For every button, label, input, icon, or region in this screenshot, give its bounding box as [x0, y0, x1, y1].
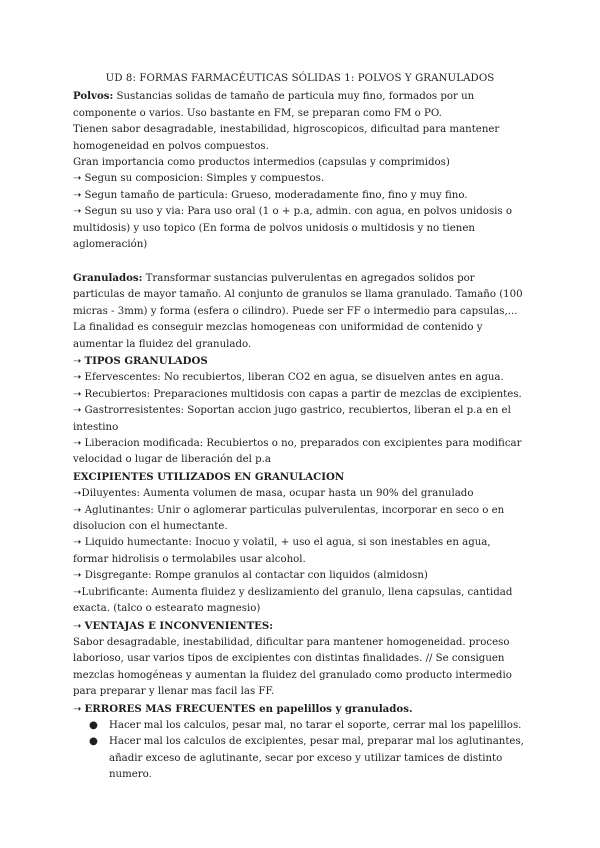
arrow-icon: ➝ [73, 372, 82, 384]
ventajas-heading-text: VENTAJAS E INCONVENIENTES: [84, 619, 274, 632]
arrow-icon: ➝ [73, 504, 82, 516]
ventajas-heading [73, 618, 527, 635]
tipos-item-4-text: Liberacion modificada: Recubiertos o no, preparados con excipientes para modificar velocidad o lugar de liberación del p.a [73, 438, 522, 466]
polvos-item-2 [73, 188, 527, 204]
errores-heading [73, 701, 527, 718]
document-page [73, 71, 527, 784]
granulados-definition [73, 270, 527, 320]
ventajas-text: Sabor desagradable, inestabilidad, dificultar para mantener homogeneidad. proceso laborioso, usar varios tipos de excipientes con distintas finalidades. // Se consiguen mezclas homogéneas y aumentan la fluidez del granulado como producto intermedio para preparar y llenar mas facil las FF. [73, 636, 512, 698]
document-title: UD 8: FORMAS FARMACÉUTICAS SÓLIDAS 1: POLVOS Y GRANULADOS [105, 73, 495, 84]
tipos-item-2 [73, 387, 527, 403]
excipientes-item-1-text: Diluyentes: Aumenta volumen de masa, ocupar hasta un 90% del granulado [81, 488, 474, 500]
arrow-icon: ➝ [73, 189, 82, 201]
polvos-def-text: Sustancias solidas de tamaño de particula muy fino, formados por un componente o varios. Uso bastante en FM, se preparan como FM o PO. [73, 91, 475, 119]
errores-item-1-text: Hacer mal los calculos, pesar mal, no tarar el soporte, cerrar mal los papelillos. [109, 719, 522, 731]
arrow-icon: ➝ [73, 206, 82, 218]
excipientes-item-1 [73, 486, 527, 502]
granulados-def-text: Transformar sustancias pulverulentas en agregados solidos por particulas de mayor tamaño. Al conjunto de granulos se llama granulado. Tamaño (100 micras - 3mm) y forma (esfera o cilindro). Puede ser FF o intermedio para capsulas,... [73, 272, 523, 317]
excipientes-item-2-text: Aglutinantes: Unir o aglomerar particulas pulverulentas, incorporar en seco o en disolucion con el humectante. [73, 504, 505, 533]
arrow-icon: ➝ [73, 438, 82, 450]
list-item [73, 718, 527, 734]
polvos-definition [73, 88, 527, 122]
polvos-item-2-text: Segun tamaño de particula: Grueso, moderadamente fino, fino y muy fino. [84, 189, 468, 201]
excipientes-heading-text: EXCIPIENTES UTILIZADOS EN GRANULACION [73, 470, 345, 483]
excipientes-item-5-text: Lubrificante: Aumenta fluidez y deslizamiento del granulo, llena capsulas, cantidad exacta. (talco o estearato magnesio) [73, 586, 513, 615]
arrow-icon: ➝ [73, 405, 82, 417]
excipientes-item-5 [73, 585, 527, 618]
tipos-item-1-text: Efervescentes: No recubiertos, liberan CO2 en agua, se disuelven antes en agua. [84, 372, 504, 384]
granulados-paragraph-2: La finalidad es conseguir mezclas homogeneas con uniformidad de contenido y aumentar la fluidez del granulado. [73, 322, 483, 350]
arrow-icon: ➝ [73, 586, 82, 598]
tipos-item-1 [73, 370, 527, 386]
polvos-item-1-text: Segun su composicion: Simples y compuestos. [84, 173, 325, 185]
excipientes-item-4-text: Disgregante: Rompe granulos al contactar con liquidos (almidosn) [81, 570, 428, 582]
arrow-icon: ➝ [73, 703, 82, 715]
errores-heading-text: ERRORES MAS FRECUENTES en papelillos y granulados. [84, 702, 413, 715]
polvos-item-3-text: Segun su uso y via: Para uso oral (1 o + p.a, admin. con agua, en polvos unidosis o multidosis) y uso topico (En forma de polvos unidosis o multidosis y no tienen aglomeración) [73, 206, 513, 251]
polvos-paragraph-3: Gran importancia como productos intermedios (capsulas y comprimidos) [73, 157, 450, 169]
excipientes-item-3-text: Liquido humectante: Inocuo y volatil, + uso el agua, si son inestables en agua, formar hidrolisis o termolabiles usar alcohol. [73, 537, 491, 565]
arrow-icon: ➝ [73, 570, 82, 582]
polvos-term: Polvos: [73, 90, 114, 103]
tipos-item-2-text: Recubiertos: Preparaciones multidosis con capas a partir de mezclas de excipientes. [84, 388, 522, 400]
polvos-item-3 [73, 204, 527, 253]
tipos-heading-text: TIPOS GRANULADOS [84, 355, 208, 367]
tipos-heading [73, 353, 527, 370]
arrow-icon: ➝ [73, 173, 82, 185]
section-gap [73, 253, 527, 270]
bullet-icon: ● [89, 736, 98, 748]
arrow-icon: ➝ [73, 356, 82, 367]
arrow-icon: ➝ [73, 537, 82, 549]
excipientes-heading [73, 469, 527, 486]
tipos-item-3-text: Gastrorresistentes: Soportan accion jugo gastrico, recubiertos, liberan el p.a en el intestino [73, 405, 511, 433]
list-item [73, 734, 527, 783]
errores-list [73, 718, 527, 784]
arrow-icon: ➝ [73, 620, 82, 632]
arrow-icon: ➝ [73, 488, 82, 500]
polvos-paragraph-2: Tienen sabor desagradable, inestabilidad, higroscopicos, dificultad para mantener homogeneidad en polvos compuestos. [73, 124, 500, 152]
excipientes-item-2 [73, 503, 527, 536]
arrow-icon: ➝ [73, 388, 82, 400]
errores-item-2-text: Hacer mal los calculos de excipientes, pesar mal, preparar mal los aglutinantes, añadir exceso de aglutinante, secar por exceso y utilizar tamices de distinto numero. [109, 736, 524, 781]
granulados-term: Granulados: [73, 271, 143, 284]
bullet-icon: ● [89, 719, 98, 731]
polvos-item-1 [73, 171, 527, 187]
tipos-item-3 [73, 403, 527, 436]
excipientes-item-3 [73, 535, 527, 568]
tipos-item-4 [73, 436, 527, 469]
excipientes-item-4 [73, 568, 527, 584]
